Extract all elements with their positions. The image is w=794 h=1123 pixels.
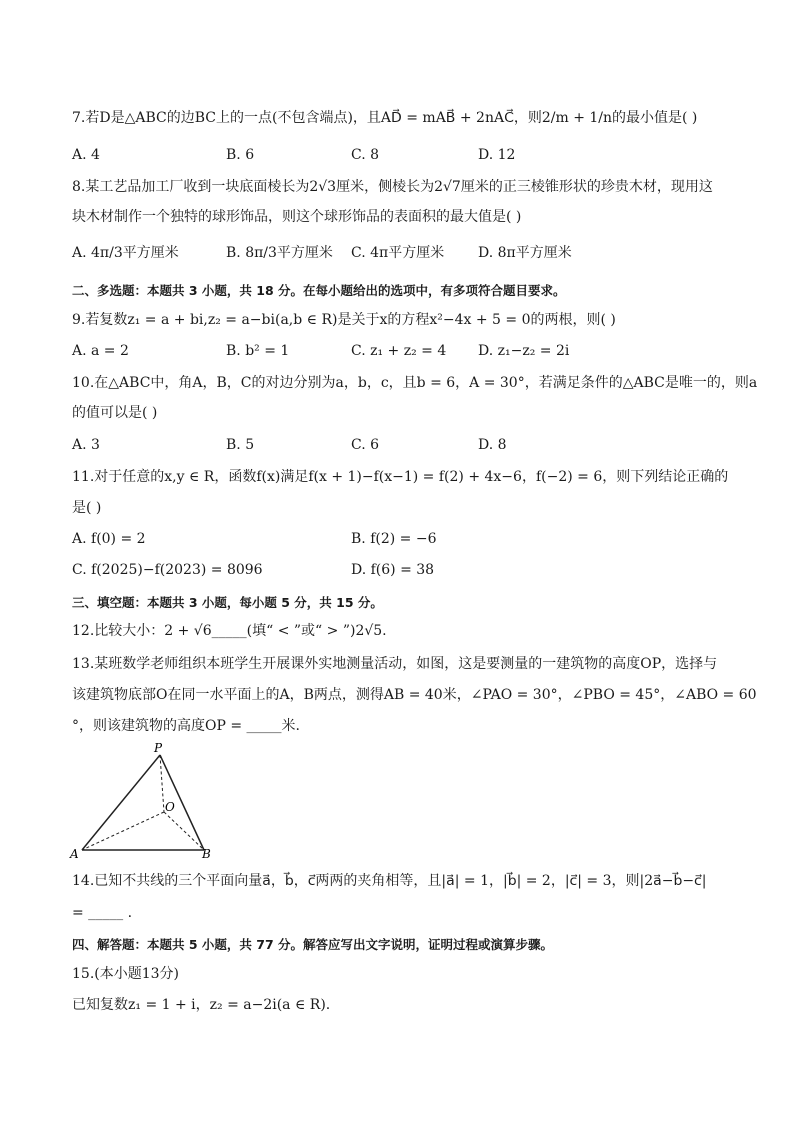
q11-option-b: B. f(2) = −6 bbox=[351, 531, 437, 547]
q8-stem-line2: 块木材制作一个独特的球形饰品，则这个球形饰品的表面积的最大值是( ) bbox=[72, 209, 522, 225]
q7-option-a: A. 4 bbox=[72, 147, 100, 163]
q10-stem-line1: 10.在△ABC中，角A，B，C的对边分别为a，b，c，且b = 6，A = 30°，若满足条件的△ABC是唯一的，则a bbox=[72, 375, 758, 391]
edge-OB bbox=[164, 812, 204, 850]
q11-option-a: A. f(0) = 2 bbox=[72, 531, 146, 547]
edge-PA bbox=[82, 755, 160, 850]
vertex-label-A: A bbox=[70, 847, 79, 861]
q8-option-b: B. 8π/3平方厘米 bbox=[226, 245, 333, 261]
q14-stem-line1: 14.已知不共线的三个平面向量a⃗，b⃗，c⃗两两的夹角相等，且|a⃗| = 1，|b⃗| = 2，|c⃗| = 3，则|2a⃗−b⃗−c⃗| bbox=[72, 873, 707, 889]
q7-stem: 7.若D是△ABC的边BC上的一点(不包含端点)，且AD⃗ = mAB⃗ + 2nAC⃗，则2/m + 1/n的最小值是( ) bbox=[72, 110, 698, 126]
q15-stem: 已知复数z₁ = 1 + i，z₂ = a−2i(a ∈ R). bbox=[72, 997, 331, 1013]
edge-OA bbox=[82, 812, 164, 850]
q13-stem-line1: 13.某班数学老师组织本班学生开展课外实地测量活动，如图，这是要测量的一建筑物的高度OP，选择与 bbox=[72, 656, 718, 672]
q10-option-c: C. 6 bbox=[351, 437, 380, 453]
q9-option-c: C. z₁ + z₂ = 4 bbox=[351, 343, 447, 359]
q13-pyramid-figure bbox=[64, 740, 224, 864]
q8-stem-line1: 8.某工艺品加工厂收到一块底面棱长为2√3厘米，侧棱长为2√7厘米的正三棱锥形状的珍贵木材，现用这 bbox=[72, 179, 713, 195]
q8-option-d: D. 8π平方厘米 bbox=[478, 245, 572, 261]
q15-title: 15.(本小题13分) bbox=[72, 966, 180, 982]
vertex-label-B: B bbox=[202, 847, 211, 861]
q8-option-a: A. 4π/3平方厘米 bbox=[72, 245, 179, 261]
q11-stem-line1: 11.对于任意的x,y ∈ R，函数f(x)满足f(x + 1)−f(x−1) = f(2) + 4x−6，f(−2) = 6，则下列结论正确的 bbox=[72, 469, 729, 485]
q7-option-b: B. 6 bbox=[226, 147, 255, 163]
q11-stem-line2: 是( ) bbox=[72, 500, 102, 516]
q9-option-d: D. z₁−z₂ = 2i bbox=[478, 343, 570, 359]
vertex-label-P: P bbox=[154, 741, 163, 755]
q9-option-b: B. b² = 1 bbox=[226, 343, 290, 359]
section-heading-solutions: 四、解答题：本题共 5 小题，共 77 分。解答应写出文字说明，证明过程或演算步骤。 bbox=[72, 937, 554, 952]
q9-option-a: A. a = 2 bbox=[72, 343, 129, 359]
q14-stem-line2: = _____ . bbox=[72, 905, 133, 921]
q13-stem-line2: 该建筑物底部O在同一水平面上的A，B两点，测得AB = 40米，∠PAO = 30°，∠PBO = 45°，∠ABO = 60 bbox=[72, 687, 757, 703]
q11-option-d: D. f(6) = 38 bbox=[351, 562, 435, 578]
q11-option-c: C. f(2025)−f(2023) = 8096 bbox=[72, 562, 263, 578]
q9-stem: 9.若复数z₁ = a + bi,z₂ = a−bi(a,b ∈ R)是关于x的方程x²−4x + 5 = 0的两根，则( ) bbox=[72, 312, 616, 328]
q10-option-a: A. 3 bbox=[72, 437, 100, 453]
q7-option-c: C. 8 bbox=[351, 147, 380, 163]
q10-option-b: B. 5 bbox=[226, 437, 255, 453]
section-heading-fill-in: 三、填空题：本题共 3 小题，每小题 5 分，共 15 分。 bbox=[72, 595, 383, 610]
q13-stem-line3: °，则该建筑物的高度OP = _____米. bbox=[72, 718, 300, 734]
q10-stem-line2: 的值可以是( ) bbox=[72, 405, 158, 421]
q8-option-c: C. 4π平方厘米 bbox=[351, 245, 445, 261]
q7-option-d: D. 12 bbox=[478, 147, 516, 163]
section-heading-multiple-choice: 二、多选题：本题共 3 小题，共 18 分。在每小题给出的选项中，有多项符合题目要求。 bbox=[72, 283, 566, 298]
vertex-label-O: O bbox=[165, 800, 175, 814]
q12-stem: 12.比较大小：2 + √6_____(填“ < ”或“ > ”)2√5. bbox=[72, 623, 387, 639]
q10-option-d: D. 8 bbox=[478, 437, 507, 453]
